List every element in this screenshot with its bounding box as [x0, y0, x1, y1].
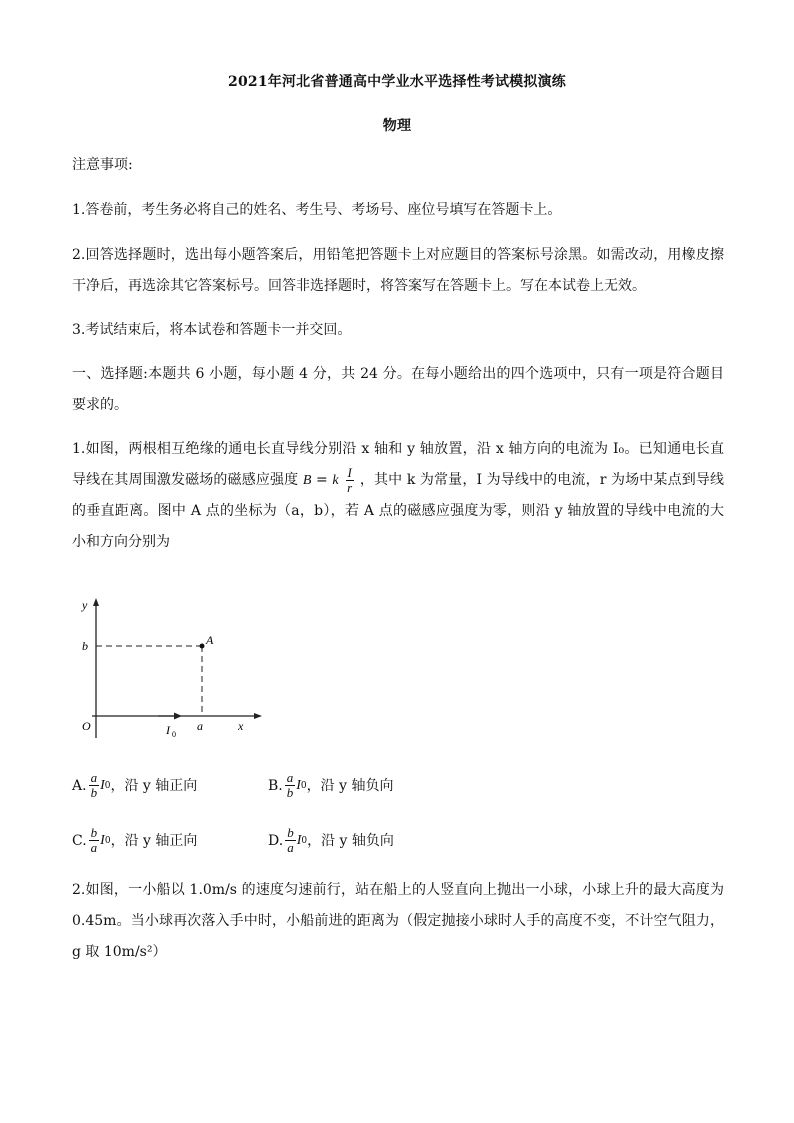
formula-denominator: r	[347, 479, 353, 495]
option-d-text: ，沿 y 轴负向	[307, 832, 394, 849]
option-d-sub: 0	[301, 835, 308, 846]
option-c-sub: 0	[104, 835, 111, 846]
question-1-stem	[72, 434, 724, 558]
option-b-sub: 0	[300, 780, 307, 791]
y-axis-arrow	[93, 598, 99, 606]
label-a: a	[197, 719, 203, 733]
option-d[interactable]	[268, 826, 394, 855]
question-1-text-part2: ，其中 k 为常量，I 为导线中的电流，r 为场中某点到导线的垂直距离。图中 A 点的坐标为（a，b），若 A 点的磁感应强度为零，则沿 y 轴放置的导线中电流的大小和方向分别为	[72, 472, 724, 550]
option-a-var: I	[100, 777, 105, 793]
coordinate-figure	[72, 592, 264, 742]
option-b-letter: B.	[268, 777, 283, 794]
option-c-var: I	[100, 832, 105, 848]
label-origin: O	[82, 719, 91, 733]
option-d-letter: D.	[268, 832, 284, 849]
option-a-fraction	[89, 771, 100, 800]
option-b-num: a	[286, 770, 294, 785]
option-a-letter: A.	[72, 777, 87, 794]
option-b-var: I	[296, 777, 301, 793]
option-a-text: ，沿 y 轴正向	[110, 777, 198, 794]
note-item-2: 2.回答选择题时，选出每小题答案后，用铅笔把答题卡上对应题目的答案标号涂黑。如需改动，用橡皮擦干净后，再选涂其它答案标号。回答非选择题时，将答案写在答题卡上。写在本试卷上无效。	[72, 247, 724, 294]
option-a-num: a	[90, 770, 98, 785]
label-point-a: A	[206, 633, 214, 647]
exam-title: 2021年河北省普通高中学业水平选择性考试模拟演练	[228, 74, 566, 90]
label-current-sub: 0	[172, 730, 176, 739]
x-axis-arrow	[254, 713, 262, 719]
question-2-stem: 2.如图，一小船以 1.0m/s 的速度匀速前行，站在船上的人竖直向上抛出一小球，小球上升的最大高度为 0.45m。当小球再次落入手中时，小船前进的距离为（假定抛接小球时人手的高度不变，不计空气阻力，g 取 10m/s²）	[72, 882, 724, 960]
section-1-heading: 一、选择题:本题共 6 小题，每小题 4 分，共 24 分。在每小题给出的四个选项中，只有一项是符合题目要求的。	[72, 366, 724, 413]
notes-heading: 注意事项:	[72, 157, 133, 173]
formula-equals: =	[316, 472, 328, 488]
subject-title: 物理	[382, 118, 412, 134]
formula-k: k	[332, 473, 339, 488]
question-1-text-part1: 1.如图，两根相互绝缘的通电长直导线分别沿 x 轴和 y 轴放置，沿 x 轴方向的电流为 I₀。已知通电长直导线在其周围激发磁场的磁感应强度	[72, 441, 724, 488]
formula-fraction	[345, 466, 354, 495]
formula-b: B	[302, 473, 312, 488]
option-c-letter: C.	[72, 832, 87, 849]
option-b-fraction	[285, 771, 296, 800]
option-c-num: b	[90, 825, 98, 840]
option-d-den: a	[287, 840, 294, 855]
note-item-3: 3.考试结束后，将本试卷和答题卡一并交回。	[72, 322, 352, 338]
point-a-dot	[200, 644, 205, 649]
option-d-fraction	[285, 826, 296, 855]
option-b-den: b	[286, 785, 294, 800]
option-c-den: a	[90, 840, 98, 855]
current-arrow	[174, 713, 182, 720]
label-current: I	[166, 723, 170, 737]
option-b-text: ，沿 y 轴负向	[306, 777, 394, 794]
label-b: b	[82, 639, 88, 653]
option-a-sub: 0	[104, 780, 111, 791]
label-x: x	[238, 719, 244, 733]
option-a[interactable]	[72, 771, 197, 800]
option-c-text: ，沿 y 轴正向	[110, 832, 198, 849]
option-c[interactable]	[72, 826, 197, 855]
formula-numerator: I	[347, 464, 352, 480]
option-c-fraction	[89, 826, 100, 855]
option-a-den: b	[90, 785, 98, 800]
note-item-1: 1.答卷前，考生务必将自己的姓名、考生号、考场号、座位号填写在答题卡上。	[72, 202, 562, 218]
option-b[interactable]	[268, 771, 393, 800]
label-y: y	[82, 598, 88, 612]
option-d-var: I	[296, 832, 302, 848]
option-d-num: b	[287, 825, 294, 840]
